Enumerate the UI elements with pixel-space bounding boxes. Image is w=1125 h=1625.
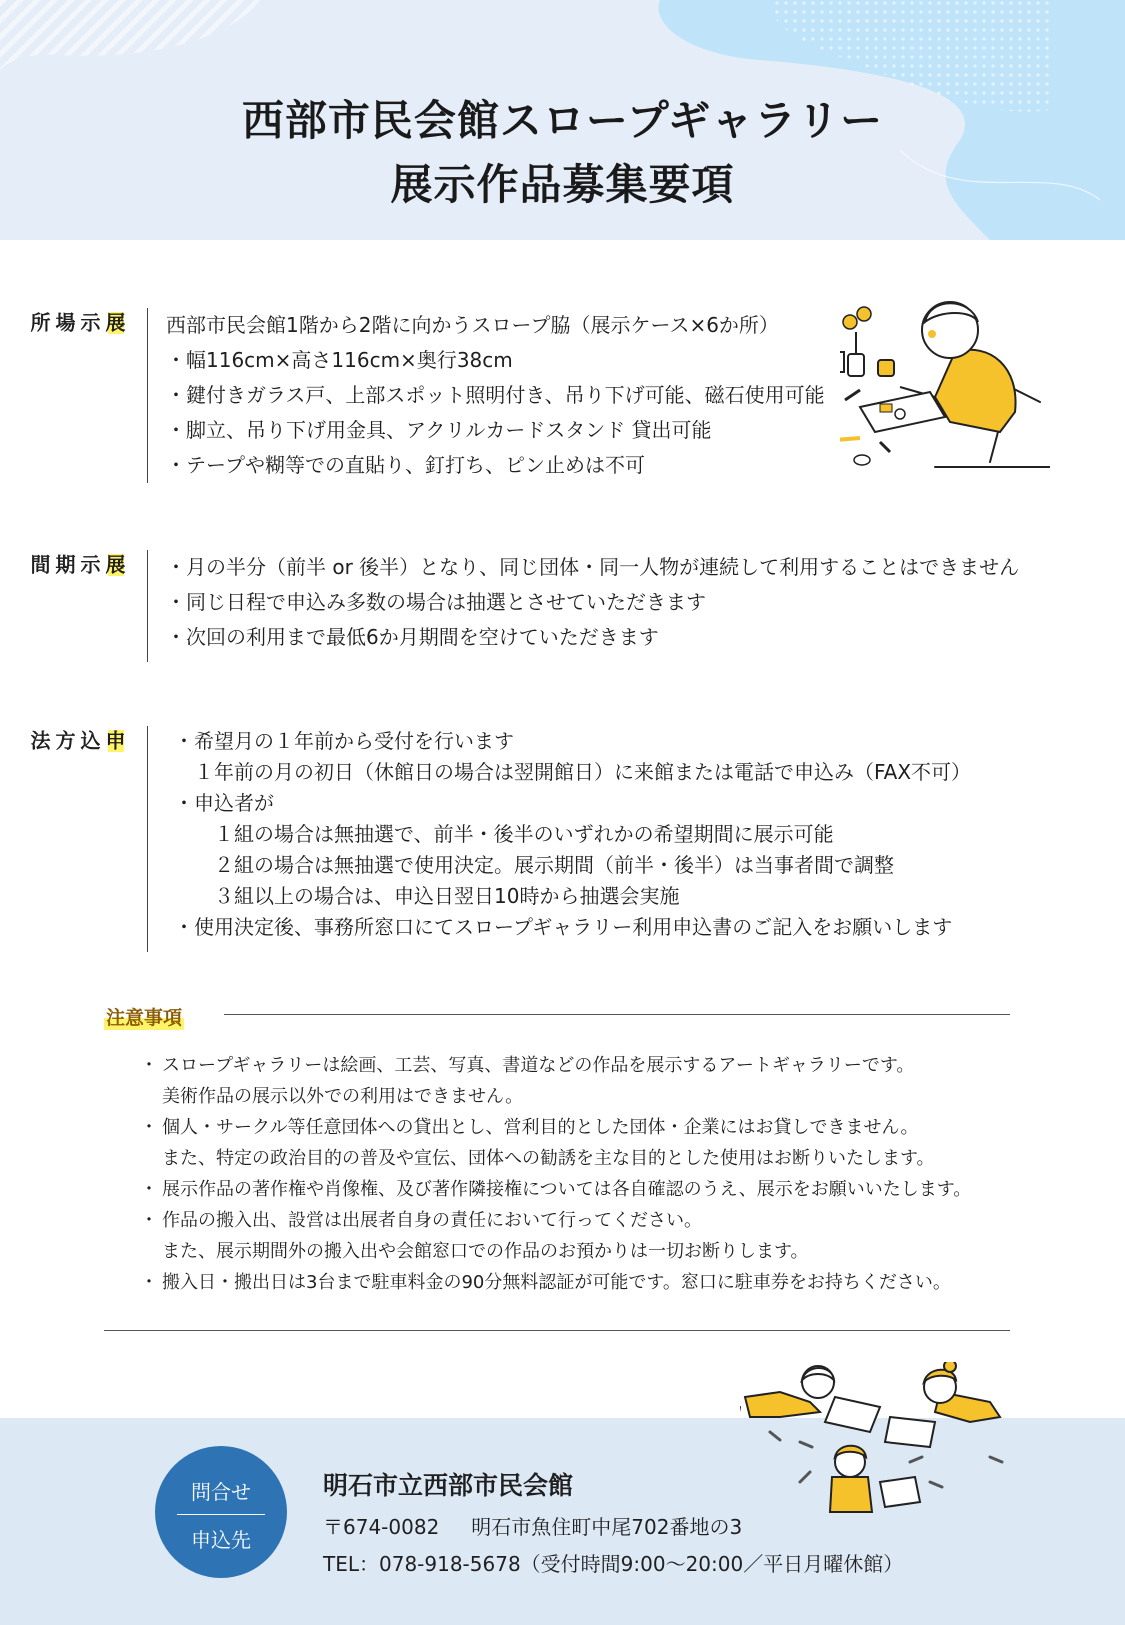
contact-badge-divider <box>177 1514 265 1515</box>
contact-badge-line1: 問合せ <box>191 1480 251 1504</box>
address <box>323 1511 774 1540</box>
section-divider <box>147 550 148 662</box>
notes-text: 美術作品の展示以外での利用はできません。 <box>162 1086 524 1107</box>
drawing-person-illustration <box>840 292 1050 492</box>
notes-title: 注意事項 <box>104 1003 184 1030</box>
notes-text: また、展示期間外の搬入出や会館窓口での作品のお預かりは一切お断りします。 <box>162 1241 809 1262</box>
contact-badge-line2: 申込先 <box>191 1528 251 1552</box>
notes-title-rule <box>224 1014 1010 1015</box>
kids-drawing-illustration <box>740 1362 1020 1532</box>
notes-row <box>140 1112 971 1143</box>
apply-line: ・申込者が <box>174 791 274 815</box>
notes-text: 作品の搬入出、設営は出展者自身の責任において行ってください。 <box>162 1210 702 1231</box>
venue-line: ・幅116cm×高さ116cm×奥行38cm <box>166 348 513 372</box>
telephone: TEL：078-918-5678（受付時間9:00～20:00／平日月曜休館） <box>323 1552 904 1576</box>
section-label-venue: 展示場所 <box>27 312 126 334</box>
notes-bullet: ・ <box>140 1272 158 1293</box>
venue-line: ・テープや糊等での直貼り、釘打ち、ピン止めは不可 <box>166 453 645 477</box>
street-address: 明石市魚住町中尾702番地の3 <box>471 1515 743 1539</box>
notes-text: スロープギャラリーは絵画、工芸、写真、書道などの作品を展示するアートギャラリーです。 <box>162 1055 915 1076</box>
notes-bottom-rule <box>104 1330 1010 1331</box>
venue-line: 西部市民会館1階から2階に向かうスロープ脇（展示ケース×6か所） <box>166 313 779 337</box>
notes-row <box>140 1050 971 1081</box>
page-title: 西部市民会館スロープギャラリー <box>241 96 884 145</box>
notes-bullet: ・ <box>140 1117 158 1138</box>
notes-text: 個人・サークル等任意団体への貸出とし、営利目的とした団体・企業にはお貸しできません。 <box>162 1117 919 1138</box>
section-divider <box>147 726 148 952</box>
notes-row <box>140 1143 971 1174</box>
notes-row <box>140 1236 971 1267</box>
page-subtitle: 展示作品募集要項 <box>390 160 735 209</box>
period-line: ・月の半分（前半 or 後半）となり、同じ団体・同一人物が連続して利用することはできません <box>166 555 1020 579</box>
page-header <box>0 0 1125 240</box>
notes-text: 展示作品の著作権や肖像権、及び著作隣接権については各自確認のうえ、展示をお願いいたします。 <box>162 1179 972 1200</box>
notes-bullet: ・ <box>140 1055 158 1076</box>
section-label-apply: 申込方法 <box>27 730 126 752</box>
period-lines <box>166 550 1019 655</box>
apply-line: １年前の月の初日（休館日の場合は翌開館日）に来館または電話で申込み（FAX不可） <box>174 760 972 784</box>
notes-row <box>140 1267 971 1298</box>
period-line: ・同じ日程で申込み多数の場合は抽選とさせていただきます <box>166 590 706 614</box>
notes-bullet: ・ <box>140 1179 158 1200</box>
section-divider <box>147 308 148 483</box>
venue-line: ・鍵付きガラス戸、上部スポット照明付き、吊り下げ可能、磁石使用可能 <box>166 383 825 407</box>
venue-lines <box>166 308 825 483</box>
notes-row <box>140 1174 971 1205</box>
apply-line: ２組の場合は無抽選で使用決定。展示期間（前半・後半）は当事者間で調整 <box>174 853 894 877</box>
notes-list <box>140 1050 971 1298</box>
section-label-period: 展示期間 <box>27 554 126 576</box>
apply-line: ・希望月の１年前から受付を行います <box>174 729 514 753</box>
period-line: ・次回の利用まで最低6か月期間を空けていただきます <box>166 625 659 649</box>
venue-line: ・脚立、吊り下げ用金具、アクリルカードスタンド 貸出可能 <box>166 418 712 442</box>
notes-row <box>140 1205 971 1236</box>
apply-lines <box>174 726 971 943</box>
notes-text: また、特定の政治目的の普及や宣伝、団体への勧誘を主な目的とした使用はお断りいたします。 <box>162 1148 935 1169</box>
notes-row <box>140 1081 971 1112</box>
apply-line: ３組以上の場合は、申込日翌日10時から抽選会実施 <box>174 884 680 908</box>
notes-text: 搬入日・搬出日は3台まで駐車料金の90分無料認証が可能です。窓口に駐車券をお持ちください。 <box>162 1272 951 1293</box>
organization-name: 明石市立西部市民会館 <box>323 1471 574 1500</box>
notes-bullet: ・ <box>140 1210 158 1231</box>
apply-line: ・使用決定後、事務所窓口にてスロープギャラリー利用申込書のご記入をお願いします <box>174 915 953 939</box>
apply-line: １組の場合は無抽選で、前半・後半のいずれかの希望期間に展示可能 <box>174 822 834 846</box>
postal-code: 〒674-0082 <box>323 1515 440 1539</box>
contact-badge <box>155 1446 287 1578</box>
